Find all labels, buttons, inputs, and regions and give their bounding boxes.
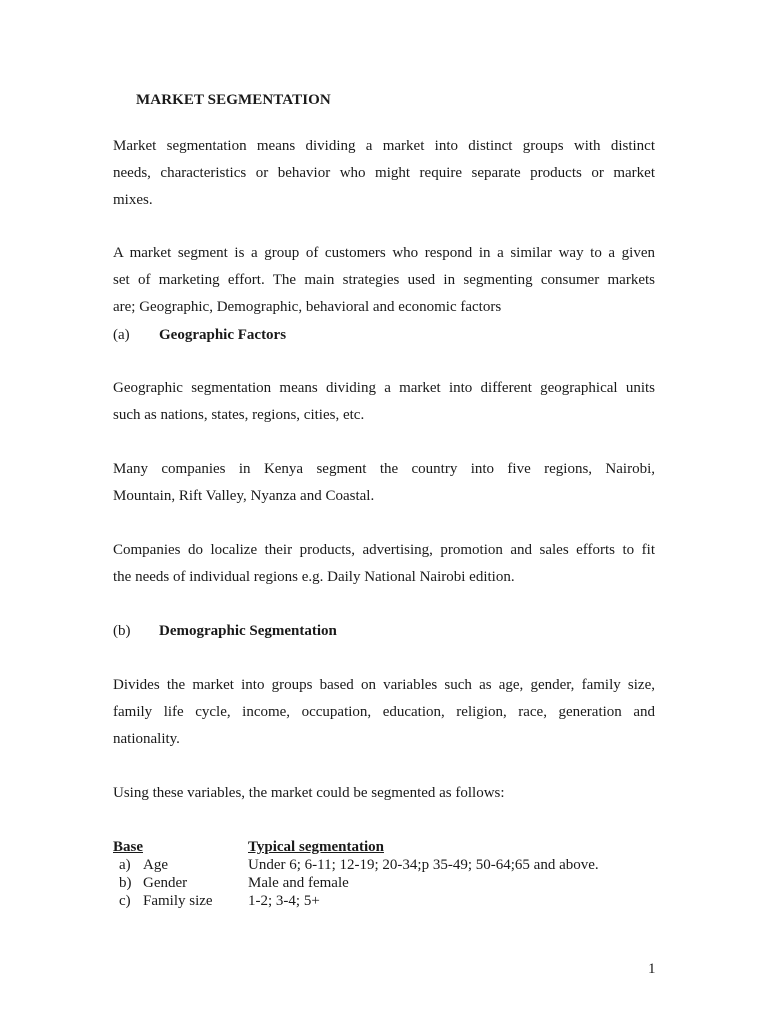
text-line: such as nations, states, regions, cities, etc. [113,407,365,423]
paragraph-variables-intro [113,780,655,807]
section-title: Demographic Segmentation [159,623,337,639]
document-title: MARKET SEGMENTATION [136,92,331,108]
row-typical: Male and female [248,875,349,891]
text-line: nationality. [113,731,180,747]
page-number: 1 [648,961,656,977]
text-line: the needs of individual regions e.g. Daily National Nairobi edition. [113,569,515,585]
section-heading-geographic [113,326,286,344]
row-typical: Under 6; 6-11; 12-19; 20-34;p 35-49; 50-64;65 and above. [248,857,599,873]
row-typical: 1-2; 3-4; 5+ [248,893,320,909]
paragraph-geographic-definition [113,375,655,429]
section-marker: (b) [113,623,131,639]
text-line: Divides the market into groups based on variables such as age, gender, family size, [113,677,655,693]
text-line: A market segment is a group of customers who respond in a similar way to a given [113,245,655,261]
paragraph-demographic-definition [113,672,655,753]
text-line: set of marketing effort. The main strategies used in segmenting consumer markets [113,272,655,288]
text-line: Geographic segmentation means dividing a market into different geographical units [113,380,655,396]
text-line: are; Geographic, Demographic, behavioral and economic factors [113,299,502,315]
section-title: Geographic Factors [159,327,287,343]
section-marker: (a) [113,327,130,343]
text-line: Many companies in Kenya segment the country into five regions, Nairobi, [113,461,655,477]
paragraph-definition [113,133,655,214]
paragraph-localize [113,537,655,591]
row-base: Family size [143,893,213,909]
text-line: family life cycle, income, occupation, education, religion, race, generation and [113,704,655,720]
row-enumerator: b) [119,875,132,891]
text-line: Using these variables, the market could be segmented as follows: [113,785,505,801]
text-line: Companies do localize their products, advertising, promotion and sales efforts to fit [113,542,655,558]
text-line: mixes. [113,192,153,208]
row-enumerator: a) [119,857,131,873]
table-header-base: Base [113,839,143,855]
row-base: Gender [143,875,188,891]
text-line: Market segmentation means dividing a market into distinct groups with distinct [113,138,655,154]
text-line: Mountain, Rift Valley, Nyanza and Coastal. [113,488,375,504]
paragraph-kenya-regions [113,456,655,510]
text-line: needs, characteristics or behavior who might require separate products or market [113,165,655,181]
row-base: Age [143,857,168,873]
row-enumerator: c) [119,893,131,909]
section-heading-demographic [113,622,337,640]
table-header-typical: Typical segmentation [248,839,384,855]
paragraph-market-segment [113,240,655,321]
